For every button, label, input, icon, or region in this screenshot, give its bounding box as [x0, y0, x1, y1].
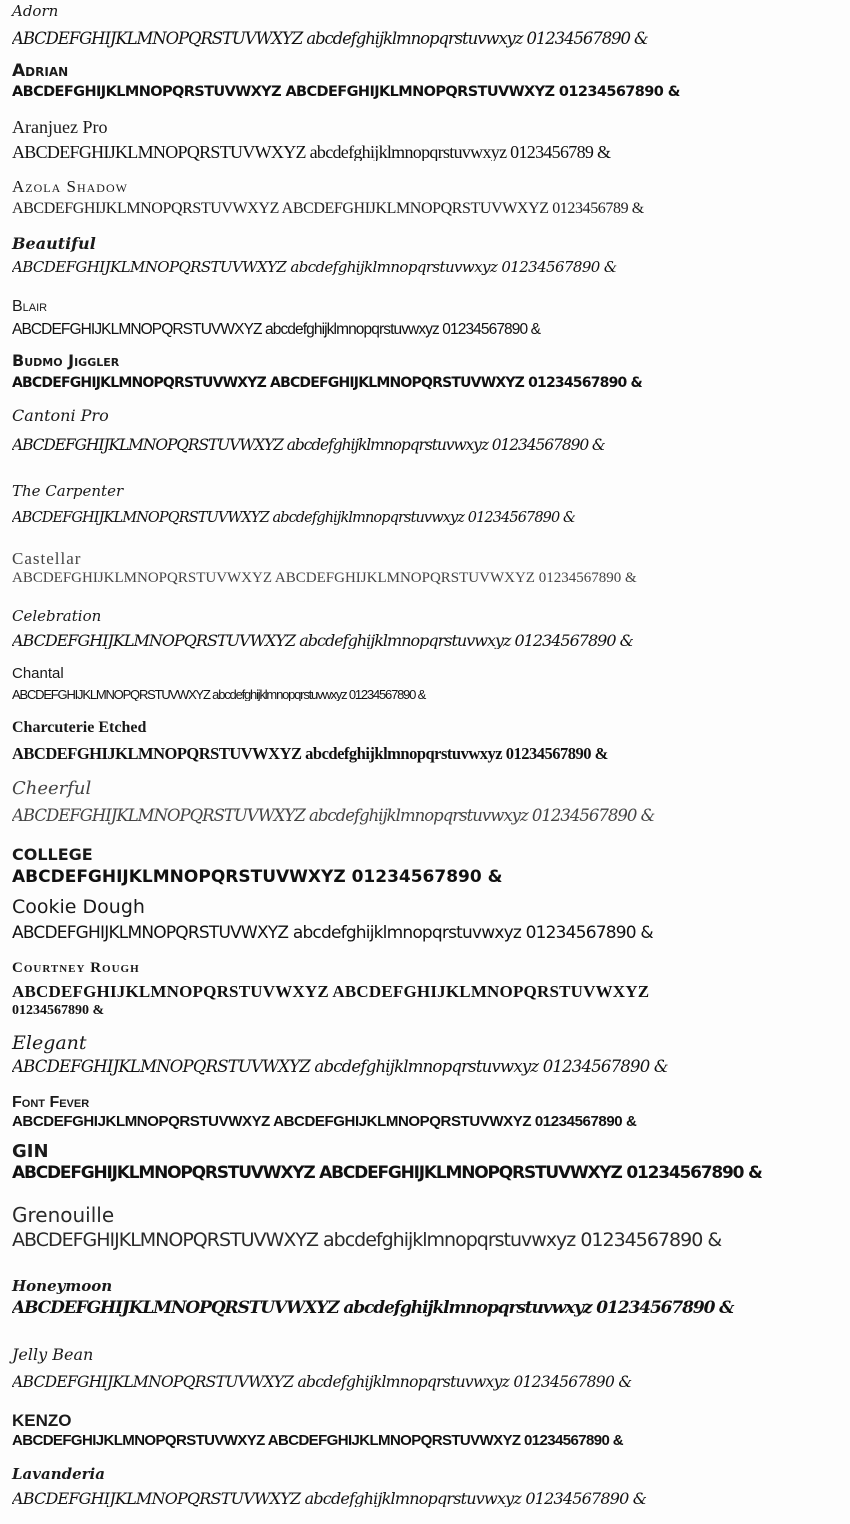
font-sample: ABCDEFGHIJKLMNOPQRSTUVWXYZ abcdefghijklmnopqrstuvwxyz 01234567890 &: [12, 31, 648, 48]
font-sample: ABCDEFGHIJKLMNOPQRSTUVWXYZ abcdefghijklmnopqrstuvwxyz 01234567890 &: [12, 688, 426, 701]
font-entry-castellar: [12, 550, 840, 586]
font-entry-elegant: [12, 1034, 840, 1076]
font-entry-chantal: [12, 666, 840, 701]
font-entry-aranjuez-pro: [12, 118, 840, 161]
font-name: Charcuterie Etched: [12, 719, 147, 736]
font-sample: ABCDEFGHIJKLMNOPQRSTUVWXYZ abcdefghijklmnopqrstuvwxyz 01234567890 &: [12, 438, 605, 454]
font-entry-cheerful: [12, 780, 840, 825]
font-name: Cookie Dough: [12, 896, 145, 918]
font-name: Grenouille: [12, 1203, 115, 1227]
font-sample: ABCDEFGHIJKLMNOPQRSTUVWXYZ abcdefghijklmnopqrstuvwxyz 01234567890 &: [12, 511, 576, 526]
font-name: Font Fever: [12, 1094, 90, 1111]
font-name: Lavanderia: [12, 1465, 105, 1483]
font-sample: ABCDEFGHIJKLMNOPQRSTUVWXYZ abcdefghijklmnopqrstuvwxyz 01234567890 &: [12, 1059, 668, 1076]
font-name: KENZO: [12, 1411, 72, 1430]
font-name: Adrian: [12, 61, 69, 81]
font-name: Adorn: [12, 2, 59, 20]
font-name: Honeymoon: [12, 1277, 113, 1295]
font-sample: ABCDEFGHIJKLMNOPQRSTUVWXYZ abcdefghijklmnopqrstuvwxyz 01234567890 &: [12, 746, 608, 763]
font-entry-honeymoon: [12, 1279, 840, 1317]
font-sample: ABCDEFGHIJKLMNOPQRSTUVWXYZ ABCDEFGHIJKLMNOPQRSTUVWXYZ 01234567890 &: [12, 571, 637, 586]
font-name: Chantal: [12, 665, 64, 682]
font-sample: ABCDEFGHIJKLMNOPQRSTUVWXYZ abcdefghijklmnopqrstuvwxyz 01234567890 &: [12, 322, 541, 338]
font-name: Beautiful: [12, 234, 96, 253]
font-sample: ABCDEFGHIJKLMNOPQRSTUVWXYZ ABCDEFGHIJKLMNOPQRSTUVWXYZ: [12, 983, 650, 1000]
font-name: Azola Shadow: [12, 177, 128, 196]
font-entry-adorn: [12, 4, 840, 48]
font-name: Elegant: [12, 1032, 87, 1054]
font-name: Cantoni Pro: [12, 406, 109, 425]
font-sample: ABCDEFGHIJKLMNOPQRSTUVWXYZ ABCDEFGHIJKLMNOPQRSTUVWXYZ 01234567890 &: [12, 85, 680, 100]
font-sample: ABCDEFGHIJKLMNOPQRSTUVWXYZ 01234567890 &: [12, 869, 503, 886]
font-sample: ABCDEFGHIJKLMNOPQRSTUVWXYZ abcdefghijklmnopqrstuvwxyz 01234567890 &: [12, 808, 655, 825]
font-sample-line-2: 01234567890 &: [12, 1004, 105, 1018]
font-name: Celebration: [12, 607, 102, 625]
font-entry-kenzo: [12, 1412, 840, 1448]
font-name: The Carpenter: [12, 482, 124, 500]
font-sample: ABCDEFGHIJKLMNOPQRSTUVWXYZ ABCDEFGHIJKLMNOPQRSTUVWXYZ 01234567890 &: [12, 1433, 624, 1448]
font-sample: ABCDEFGHIJKLMNOPQRSTUVWXYZ abcdefghijklmnopqrstuvwxyz 01234567890 &: [12, 925, 653, 942]
font-entry-budmo-jiggler: [12, 353, 840, 390]
font-entry-cookie-dough: [12, 898, 840, 942]
font-name: Courtney Rough: [12, 960, 140, 976]
font-sample: ABCDEFGHIJKLMNOPQRSTUVWXYZ abcdefghijklmnopqrstuvwxyz 0123456789 &: [12, 143, 611, 161]
font-sample: ABCDEFGHIJKLMNOPQRSTUVWXYZ ABCDEFGHIJKLMNOPQRSTUVWXYZ 01234567890 &: [12, 1165, 762, 1182]
font-entry-college: [12, 847, 840, 886]
font-entry-courtney-rough: [12, 961, 840, 1018]
font-entry-lavanderia: [12, 1467, 840, 1507]
font-sample: ABCDEFGHIJKLMNOPQRSTUVWXYZ abcdefghijklmnopqrstuvwxyz 01234567890 &: [12, 633, 633, 649]
font-entry-blair: [12, 299, 840, 338]
font-name: Castellar: [12, 549, 82, 568]
font-entry-jelly-bean: [12, 1347, 840, 1391]
font-entry-cantoni-pro: [12, 408, 840, 454]
font-name: Budmo Jiggler: [12, 351, 120, 370]
font-name: COLLEGE: [12, 845, 93, 864]
font-name: Aranjuez Pro: [12, 117, 108, 137]
font-sample: ABCDEFGHIJKLMNOPQRSTUVWXYZ abcdefghijklmnopqrstuvwxyz 01234567890 &: [12, 1375, 632, 1391]
font-sample: ABCDEFGHIJKLMNOPQRSTUVWXYZ abcdefghijklmnopqrstuvwxyz 01234567890 &: [12, 260, 617, 275]
font-entry-grenouille: [12, 1205, 840, 1250]
font-sample: ABCDEFGHIJKLMNOPQRSTUVWXYZ abcdefghijklmnopqrstuvwxyz 01234567890 &: [12, 1231, 722, 1250]
font-entry-celebration: [12, 609, 840, 649]
font-name: Jelly Bean: [12, 1345, 94, 1364]
font-sample: ABCDEFGHIJKLMNOPQRSTUVWXYZ ABCDEFGHIJKLMNOPQRSTUVWXYZ 01234567890 &: [12, 376, 642, 390]
font-name: Blair: [12, 298, 48, 315]
font-entry-beautiful: [12, 236, 840, 275]
font-sample: ABCDEFGHIJKLMNOPQRSTUVWXYZ abcdefghijklmnopqrstuvwxyz 01234567890 &: [12, 1491, 647, 1507]
font-name: GIN: [12, 1141, 49, 1162]
font-sample: ABCDEFGHIJKLMNOPQRSTUVWXYZ abcdefghijklmnopqrstuvwxyz 01234567890 &: [12, 1300, 734, 1317]
font-entry-azola-shadow: [12, 178, 840, 217]
font-sample: ABCDEFGHIJKLMNOPQRSTUVWXYZ ABCDEFGHIJKLMNOPQRSTUVWXYZ 01234567890 &: [12, 1114, 637, 1129]
font-sample: ABCDEFGHIJKLMNOPQRSTUVWXYZ ABCDEFGHIJKLMNOPQRSTUVWXYZ 0123456789 &: [12, 201, 644, 217]
font-entry-font-fever: [12, 1095, 840, 1129]
font-entry-adrian: [12, 63, 840, 100]
font-entry-the-carpenter: [12, 484, 840, 526]
font-name: Cheerful: [12, 778, 92, 799]
font-entry-charcuterie-etched: [12, 720, 840, 763]
font-entry-gin: [12, 1143, 840, 1182]
